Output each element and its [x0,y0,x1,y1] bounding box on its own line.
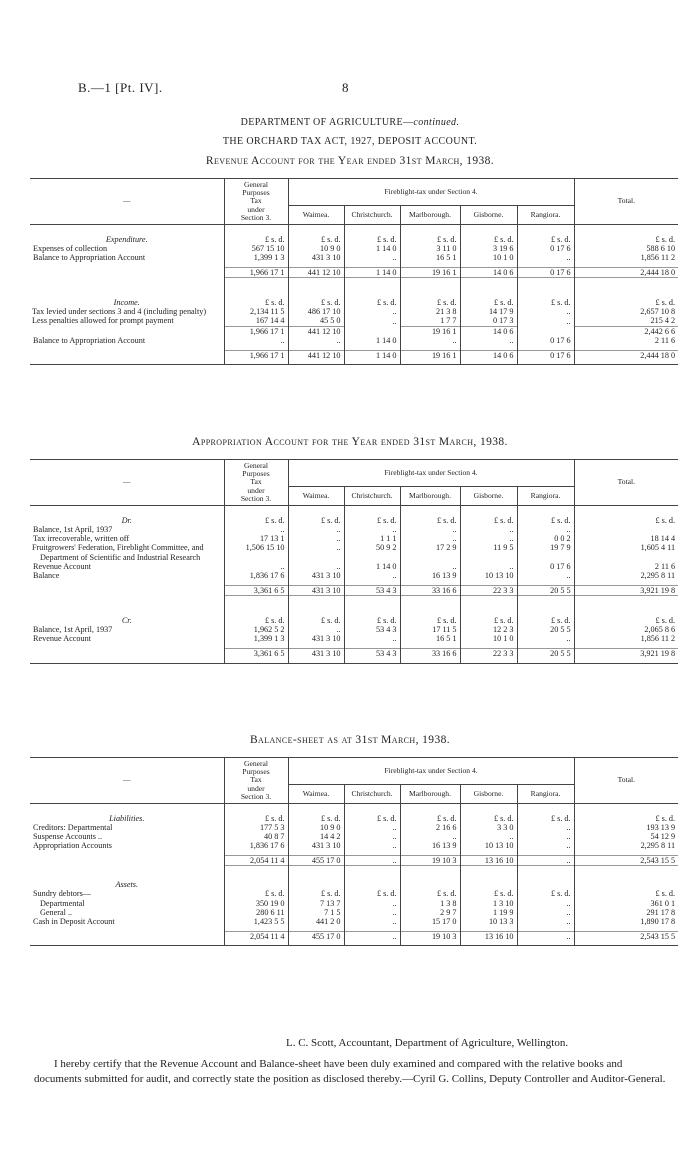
header-christchurch: Christchurch. [344,785,400,804]
row-label: Departmental [40,898,85,908]
header-rangiora: Rangiora. [517,487,574,506]
header-dash: — [30,460,224,506]
table-row: Less penalties allowed for prompt payment 167 14 4 45 5 0 .. 1 7 7 0 17 3 .. 215 4 2 [30,316,678,326]
header-dash: — [30,179,224,225]
appropriation-table: — General Purposes Tax under Section 3. Fireblight-tax under Section 4. Total. Waimea. Christchurch. Marlborough. Gisborne. Rangiora. Dr. £ s. d. £ s. d. £ s. d. £ s. d. £ s. d. £ s. d. £ s. d. Balance, 1st April, 1937 .. .. .. .. .. .. Tax irrecoverable, written off 17 13 1 .. 1 1 1 .. .. 0 0 2 18 14 4 Fruitgrowers' Federation, Fireblight Committee, and Department of Scientific and Industrial Research 1,506 15 10 .. 50 9 2 17 2 9 11 9 5 19 7 9 1,605 4 11 Revenue Account .. .. 1 14 0 .. .. 0 17 6 2 11 6 Balance 1,836 17 6 431 3 10 .. 16 13 9 10 13 10 .. 2,295 8 11 3,361 6 5 431 3 10 53 4 3 33 16 6 22 3 3 20 5 5 3,921 19 8 Cr. £ s. d. £ s. d. £ s. d. £ s. d. £ s. d. £ s. d. £ s. d. Balance, 1st April, 1937 1,962 5 2 .. 53 4 3 17 11 5 12 2 3 20 5 5 2,065 8 6 Revenue Account 1,399 1 3 431 3 10 .. 16 5 1 10 1 0 .. 1,856 11 2 3,361 6 5 431 3 10 53 4 3 33 16 6 22 3 3 20 5 5 3,921 19 8 [30,459,678,664]
section-heading: Cr. [121,615,132,625]
revenue-title: Revenue Account for the Year ended 31st March, 1938. [205,155,495,167]
row-label: Balance to Appropriation Account [33,253,146,263]
section-heading: Liabilities. [109,813,145,823]
act-title: THE ORCHARD TAX ACT, 1927, DEPOSIT ACCOUNT. [222,136,478,147]
sundry-debtors-label: Sundry debtors— [33,889,91,899]
row-label: Appropriation Accounts [33,841,112,851]
header-christchurch: Christchurch. [344,206,400,225]
table-row: Creditors: Departmental 177 5 3 10 9 0 .. 2 16 6 3 3 0 .. 193 13 9 [30,823,678,832]
department-title: DEPARTMENT OF AGRICULTURE—continued. [240,117,460,128]
header-general: General Purposes Tax under Section 3. [224,758,288,804]
row-label: Less penalties allowed for prompt payment [32,316,174,326]
report-reference: B.—1 [Pt. IV]. [78,80,163,95]
accountant-signature: L. C. Scott, Accountant, Department of Agriculture, Wellington. [286,1037,569,1049]
header-marlborough: Marlborough. [400,785,460,804]
header-christchurch: Christchurch. [344,487,400,506]
header-gisborne: Gisborne. [460,785,517,804]
header-fireblight: Fireblight-tax under Section 4. [288,460,574,487]
row-label: Expenses of collection [33,243,108,253]
header-fireblight: Fireblight-tax under Section 4. [288,758,574,785]
table-row: Suspense Accounts .. 40 8 7 14 4 2 .. .. .. .. 54 12 9 [30,832,678,841]
table-row: Balance, 1st April, 1937 1,962 5 2 .. 53 4 3 17 11 5 12 2 3 20 5 5 2,065 8 6 [30,625,678,634]
row-label: Balance, 1st April, 1937 [33,524,113,534]
appropriation-title: Appropriation Account for the Year ended 31st March, 1938. [192,436,508,448]
table-row: Expenses of collection 567 15 10 10 9 0 1 14 0 3 11 0 3 19 6 0 17 6 588 6 10 [30,244,678,253]
header-waimea: Waimea. [288,487,344,506]
subtotal-row: 1,966 17 1 441 12 10 19 16 1 14 0 6 2,442 6 6 [30,326,678,336]
row-label: Revenue Account [33,634,91,644]
header-general: General Purposes Tax under Section 3. [224,179,288,225]
row-label: Suspense Accounts .. [33,832,103,842]
table-row: Balance to Appropriation Account .. .. 1 14 0 .. .. 0 17 6 2 11 6 [30,336,678,345]
table-row: Balance, 1st April, 1937 .. .. .. .. .. .. [30,525,678,534]
row-label: Tax levied under sections 3 and 4 (including penalty) [32,306,207,316]
header-total: Total. [574,179,678,225]
row-label: Cash in Deposit Account [33,917,115,927]
table-row: Balance to Appropriation Account 1,399 1 3 431 3 10 .. 16 5 1 10 1 0 .. 1,856 11 2 [30,253,678,262]
page-number: 8 [342,80,349,95]
total-row: 3,361 6 5 431 3 10 53 4 3 33 16 6 22 3 3 20 5 5 3,921 19 8 [30,586,678,596]
header-total: Total. [574,460,678,506]
row-label: Balance, 1st April, 1937 [33,625,113,635]
total-row: 2,054 11 4 455 17 0 .. 19 10 3 13 16 10 .. 2,543 15 5 [30,856,678,866]
table-row: Revenue Account .. .. 1 14 0 .. .. 0 17 6 2 11 6 [30,562,678,571]
header-marlborough: Marlborough. [400,487,460,506]
row-label: General .. [40,907,73,917]
total-row: 2,054 11 4 455 17 0 .. 19 10 3 13 16 10 .. 2,543 15 5 [30,931,678,945]
table-row: Tax irrecoverable, written off 17 13 1 .. 1 1 1 .. .. 0 0 2 18 14 4 [30,534,678,543]
total-row: 1,966 17 1 441 12 10 1 14 0 19 16 1 14 0 6 0 17 6 2,444 18 0 [30,267,678,277]
balance-sheet-table: — General Purposes Tax under Section 3. Fireblight-tax under Section 4. Total. Waimea. Christchurch. Marlborough. Gisborne. Rangiora. Liabilities. £ s. d. £ s. d. £ s. d. £ s. d. £ s. d. £ s. d. £ s. d. Creditors: Departmental 177 5 3 10 9 0 .. 2 16 6 3 3 0 .. 193 13 9 Suspense Accounts .. 40 8 7 14 4 2 .. .. .. .. 54 12 9 Appropriation Accounts 1,836 17 6 431 3 10 .. 16 13 9 10 13 10 .. 2,295 8 11 2,054 11 4 455 17 0 .. 19 10 3 13 16 10 .. 2,543 15 5 Assets. Sundry debtors— £ s. d. £ s. d. £ s. d. £ s. d. £ s. d. £ s. d. £ s. d. Departmental 350 19 0 7 13 7 .. 1 3 8 1 3 10 .. 361 0 1 General .. 280 6 11 7 1 5 .. 2 9 7 1 19 9 .. 291 17 8 Cash in Deposit Account 1,423 5 5 441 2 0 .. 15 17 0 10 13 3 .. 1,890 17 8 2,054 11 4 455 17 0 .. 19 10 3 13 16 10 .. 2,543 15 5 [30,757,678,946]
header-general: General Purposes Tax under Section 3. [224,460,288,506]
row-label: Tax irrecoverable, written off [33,534,130,544]
total-row: 3,361 6 5 431 3 10 53 4 3 33 16 6 22 3 3 20 5 5 3,921 19 8 [30,649,678,663]
header-rangiora: Rangiora. [517,206,574,225]
table-row: Revenue Account 1,399 1 3 431 3 10 .. 16 5 1 10 1 0 .. 1,856 11 2 [30,634,678,643]
header-waimea: Waimea. [288,206,344,225]
table-row: Tax levied under sections 3 and 4 (including penalty) 2,134 11 5 486 17 10 .. 21 3 8 14 17 9 .. 2,657 10 8 [30,307,678,316]
table-row: Fruitgrowers' Federation, Fireblight Committee, and Department of Scientific and Industrial Research 1,506 15 10 .. 50 9 2 17 2 9 11 9 5 19 7 9 1,605 4 11 [30,543,678,562]
section-heading: Expenditure. [105,234,148,244]
row-label: Fruitgrowers' Federation, Fireblight Committee, and Department of Scientific and Industrial Research [32,543,204,562]
table-row: Appropriation Accounts 1,836 17 6 431 3 10 .. 16 13 9 10 13 10 .. 2,295 8 11 [30,841,678,850]
total-row: 1,966 17 1 441 12 10 1 14 0 19 16 1 14 0 6 0 17 6 2,444 18 0 [30,350,678,364]
header-gisborne: Gisborne. [460,487,517,506]
table-row: Cash in Deposit Account 1,423 5 5 441 2 0 .. 15 17 0 10 13 3 .. 1,890 17 8 [30,917,678,926]
row-label: Balance to Appropriation Account [33,335,146,345]
row-label: Revenue Account [33,561,91,571]
balance-sheet-title: Balance-sheet as at 31st March, 1938. [249,734,451,746]
revenue-table: — General Purposes Tax under Section 3. Fireblight-tax under Section 4. Total. Waimea. Christchurch. Marlborough. Gisborne. Rangiora. Expenditure. £ s. d. £ s. d. £ s. d. £ s. d. £ s. d. £ s. d. £ s. d. Expenses of collection 567 15 10 10 9 0 1 14 0 3 11 0 3 19 6 0 17 6 588 6 10 Balance to Appropriation Account 1,399 1 3 431 3 10 .. 16 5 1 10 1 0 .. 1,856 11 2 1,966 17 1 441 12 10 1 14 0 19 16 1 14 0 6 0 17 6 2,444 18 0 Income. £ s. d. £ s. d. £ s. d. £ s. d. £ s. d. £ s. d. £ s. d. Tax levied under sections 3 and 4 (including penalty) 2,134 11 5 486 17 10 .. 21 3 8 14 17 9 .. 2,657 10 8 Less penalties allowed for prompt payment 167 14 4 45 5 0 .. 1 7 7 0 17 3 .. 215 4 2 1,966 17 1 441 12 10 19 16 1 14 0 6 2,442 6 6 Balance to Appropriation Account .. .. 1 14 0 .. .. 0 17 6 2 11 6 1,966 17 1 441 12 10 1 14 0 19 16 1 14 0 6 0 17 6 2,444 18 0 [30,178,678,365]
header-rangiora: Rangiora. [517,785,574,804]
section-heading: Dr. [121,515,132,525]
header-dash: — [30,758,224,804]
audit-certificate: I hereby certify that the Revenue Account and Balance-sheet have been duly examined and compared with the relative books and documents submitted for audit, and correctly state the position as disclosed thereby.—Cyril G. Collins, Deputy Controller and Auditor-General. [34,1058,666,1085]
table-row: General .. 280 6 11 7 1 5 .. 2 9 7 1 19 9 .. 291 17 8 [30,908,678,917]
row-label: Balance [33,571,60,581]
table-row: Balance 1,836 17 6 431 3 10 .. 16 13 9 10 13 10 .. 2,295 8 11 [30,571,678,580]
row-label: Creditors: Departmental [33,822,113,832]
table-row: Departmental 350 19 0 7 13 7 .. 1 3 8 1 3 10 .. 361 0 1 [30,899,678,908]
header-waimea: Waimea. [288,785,344,804]
section-heading: Income. [113,297,140,307]
section-heading: Assets. [115,879,138,889]
header-fireblight: Fireblight-tax under Section 4. [288,179,574,206]
header-gisborne: Gisborne. [460,206,517,225]
header-total: Total. [574,758,678,804]
header-marlborough: Marlborough. [400,206,460,225]
